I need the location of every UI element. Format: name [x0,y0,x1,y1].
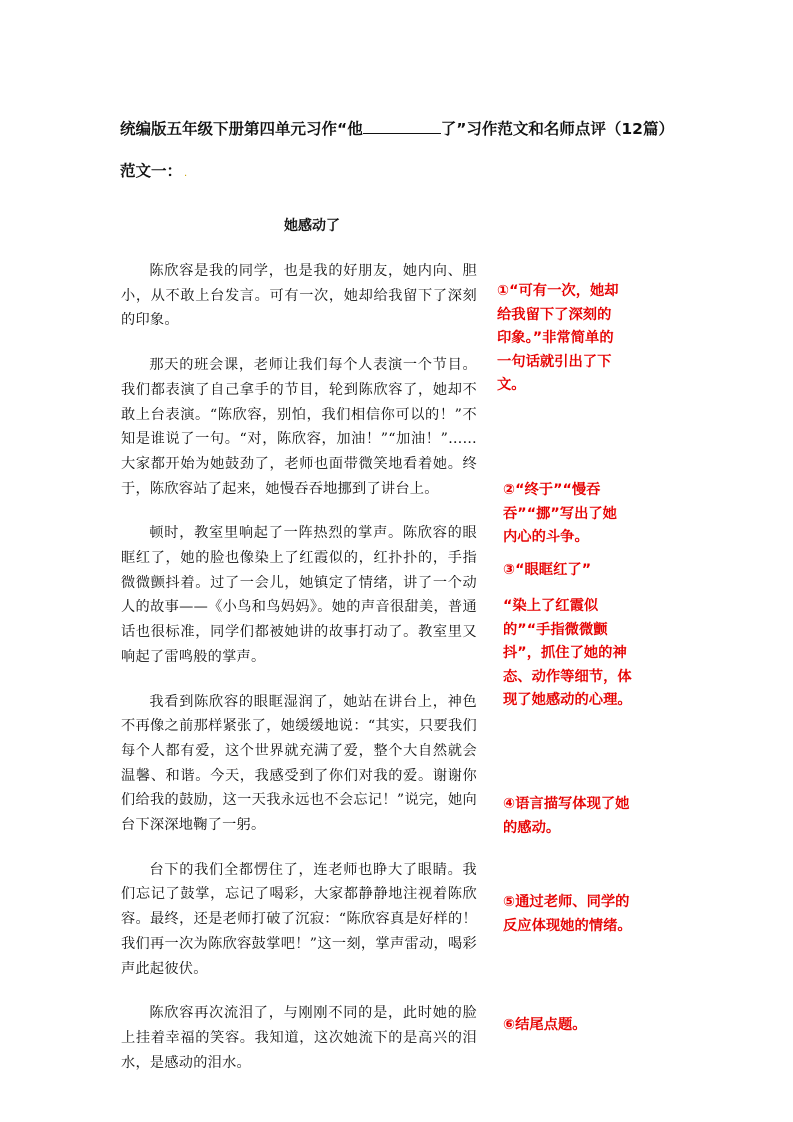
title-blank-line [363,120,441,134]
essay-paragraph-3: 顿时，教室里响起了一阵热烈的掌声。陈欣容的眼眶红了，她的脸也像染上了红霞似的，红扑扑的，手指微微颤抖着。过了一会儿，她镇定了情绪，讲了一个动人的故事——《小鸟和鸟妈妈》。她的声音很甜美，普通话也很标准，同学们都被她讲的故事打动了。教室里又响起了雷鸣般的掌声。 [121,525,477,665]
annotation-5: ⑤通过老师、同学的反应体现她的情绪。 [503,894,632,934]
annotation-6: ⑥结尾点题。 [503,1017,587,1033]
annotation-3: ③“眼眶红了” [503,562,592,578]
essay-paragraph-5: 台下的我们全都愣住了，连老师也睁大了眼睛。我们忘记了鼓掌，忘记了喝彩，大家都静静地注视着陈欣容。最终，还是老师打破了沉寂：“陈欣容真是好样的！我们再一次为陈欣容鼓掌吧！”这一刻，掌声雷动，喝彩声此起彼伏。 [121,861,477,977]
essay-paragraph-4: 我看到陈欣容的眼眶湿润了，她站在讲台上，神色不再像之前那样紧张了，她缓缓地说：“其实，只要我们每个人都有爱，这个世界就充满了爱，整个大自然就会温馨、和谐。今天，我感受到了你们对我的爱。谢谢你们给我的鼓励，这一天我永远也不会忘记！”说完，她向台下深深地鞠了一躬。 [121,693,477,834]
title-suffix: 了”习作范文和名师点评（12篇） [440,120,674,138]
document-title [120,119,720,139]
annotation-4: ④语言描写体现了她的感动。 [503,796,630,836]
essay-title: 她感动了 [284,218,340,234]
annotation-1: ①“可有一次，她却给我留下了深刻的印象。”非常简单的一句话就引出了下文。 [497,283,619,393]
essay-paragraph-1: 陈欣容是我的同学，也是我的好朋友，她内向、胆小，从不敢上台发言。可有一次，她却给我留下了深刻的印象。 [121,263,477,329]
section-label [120,161,187,184]
essay-paragraph-2: 那天的班会课，老师让我们每个人表演一个节目。我们都表演了自己拿手的节目，轮到陈欣容了，她却不敢上台表演。“陈欣容，别怕，我们相信你可以的！”不知是谁说了一句。“对，陈欣容，加油！”“加油！”……大家都开始为她鼓劲了，老师也面带微笑地看着她。终于，陈欣容站了起来，她慢吞吞地挪到了讲台上。 [121,357,477,497]
essay-body [121,259,477,1095]
essay-paragraph-6: 陈欣容再次流泪了，与刚刚不同的是，此时她的脸上挂着幸福的笑容。我知道，这次她流下的是高兴的泪水，是感动的泪水。 [121,1005,477,1071]
title-prefix: 统编版五年级下册第四单元习作“他 [120,120,363,138]
annotation-3-detail: “染上了红霞似的”“手指微微颤抖”，抓住了她的神态、动作等细节，体现了她感动的心理。 [503,598,632,708]
section-label-text: 范文一： [120,162,183,180]
section-mark: . [184,168,188,179]
annotation-2: ②“终于”“慢吞吞”“挪”写出了她内心的斗争。 [503,482,617,545]
